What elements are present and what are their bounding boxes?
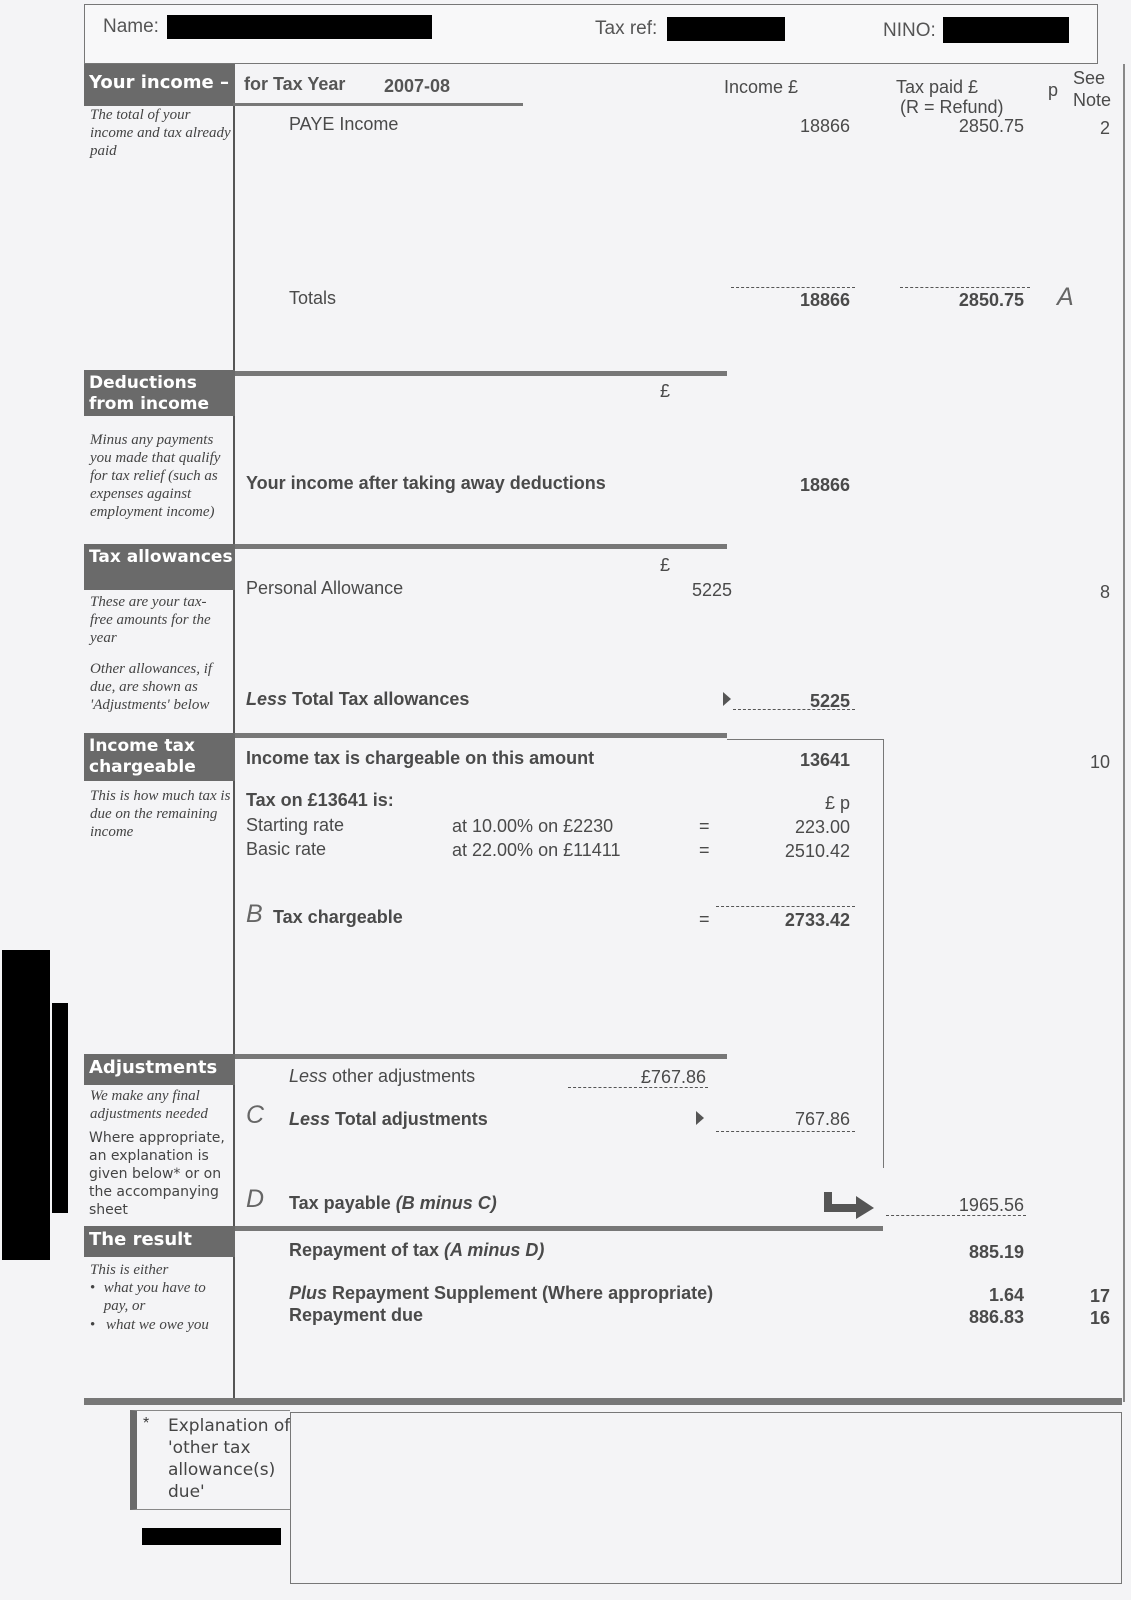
income-section-note: The total of your income and tax already paid — [90, 107, 231, 159]
redacted-footer — [142, 1528, 281, 1545]
tax-payable-label: Tax payable (B minus C) — [289, 1193, 497, 1213]
letter-a: A — [1057, 283, 1074, 311]
basic-rate-calc: at 22.00% on £11411 — [452, 840, 621, 860]
less-total-adjustments-label: Less Total adjustments — [289, 1109, 488, 1129]
result-note-intro: This is either — [90, 1262, 169, 1278]
paye-income-label: PAYE Income — [289, 114, 399, 134]
adjustments-section-head: Adjustments — [84, 1054, 235, 1085]
repayment-due-label: Repayment due — [289, 1305, 424, 1325]
total-adjustments-rule — [716, 1131, 855, 1132]
header-box — [84, 4, 1098, 64]
deductions-section-head: Deductions from income — [84, 370, 235, 416]
explanation-label-box — [130, 1410, 290, 1510]
explanation-star: * — [143, 1415, 150, 1432]
basic-rate-equals: = — [699, 840, 710, 860]
tax-chargeable-equals: = — [699, 909, 710, 929]
tax-chargeable-value: 2733.42 — [784, 910, 850, 930]
totals-income-rule — [731, 287, 855, 288]
divider — [233, 1226, 883, 1231]
chargeable-box-right — [883, 740, 884, 1168]
paye-income-value: 18866 — [799, 116, 850, 136]
income-after-deductions-value: 18866 — [799, 475, 850, 495]
income-section-head: Your income – — [84, 64, 235, 106]
chargeable-amount-value: 13641 — [799, 750, 850, 770]
starting-rate-calc: at 10.00% on £2230 — [452, 816, 614, 836]
totals-label: Totals — [289, 288, 337, 308]
repayment-of-tax-label: Repayment of tax (A minus D) — [289, 1240, 545, 1260]
repayment-supplement-note: 17 — [1089, 1286, 1110, 1306]
starting-rate-equals: = — [699, 816, 710, 836]
chargeable-section-note: This is how much tax is due on the remaining income — [90, 788, 231, 840]
redacted-name — [167, 15, 432, 39]
chargeable-box-top — [727, 739, 884, 740]
total-adjustments-value: 767.86 — [794, 1109, 850, 1129]
col-note-header: Note — [1073, 90, 1112, 110]
col-p-header: p — [1048, 80, 1059, 100]
repayment-supplement-label: Plus Repayment Supplement (Where appropriate) — [289, 1283, 714, 1303]
bent-arrow-icon — [820, 1190, 876, 1220]
repayment-due-note: 16 — [1089, 1308, 1110, 1328]
personal-allowance-label: Personal Allowance — [246, 578, 404, 598]
totals-income-value: 18866 — [799, 290, 850, 310]
repayment-supplement-value: 1.64 — [988, 1285, 1024, 1305]
deductions-pound: £ — [660, 381, 671, 401]
totals-taxpaid-rule — [900, 287, 1030, 288]
less-total-allowances-value: 5225 — [809, 691, 850, 711]
chargeable-amount-label: Income tax is chargeable on this amount — [246, 748, 595, 768]
redacted-margin-block — [2, 950, 50, 1260]
tax-chargeable-rule — [716, 906, 855, 907]
arrow-right-icon — [723, 692, 731, 706]
chargeable-section-head: Income tax chargeable — [84, 733, 235, 781]
col-see-header: See — [1073, 68, 1106, 88]
pound-p-header: £ p — [824, 793, 850, 813]
adjustments-note-1: We make any final adjustments needed — [90, 1088, 208, 1122]
letter-b: B — [246, 900, 263, 928]
nino-label: NINO: — [883, 20, 936, 41]
adjustments-note-2: Where appropriate, an explanation is given below* or on the accompanying sheet — [89, 1130, 225, 1218]
paye-taxpaid-value: 2850.75 — [958, 116, 1024, 136]
tax-payable-rule — [886, 1215, 1026, 1216]
taxref-label: Tax ref: — [595, 18, 658, 39]
basic-rate-label: Basic rate — [246, 839, 327, 859]
arrow-right-icon — [696, 1111, 704, 1125]
tax-year-label: for Tax Year — [244, 74, 346, 94]
less-total-allowances-label: Less Total Tax allowances — [246, 689, 470, 709]
less-other-adjustments-label: Less other adjustments — [289, 1066, 476, 1086]
repayment-due-value: 886.83 — [968, 1307, 1024, 1327]
col-income-header: Income £ — [724, 77, 799, 97]
bottom-rule — [84, 1398, 1122, 1405]
chargeable-note: 10 — [1089, 752, 1110, 772]
tax-on-label: Tax on £13641 is: — [246, 790, 394, 810]
personal-allowance-value: 5225 — [691, 580, 732, 600]
divider — [233, 544, 727, 549]
basic-rate-value: 2510.42 — [784, 841, 850, 861]
redacted-taxref — [667, 17, 785, 41]
col-taxpaid-header: Tax paid £ — [896, 77, 979, 97]
result-bullet-1: • what you have to pay, or — [90, 1280, 206, 1314]
allowances-note-2: Other allowances, if due, are shown as 'Adjustments' below — [90, 661, 213, 713]
letter-d: D — [246, 1185, 265, 1213]
letter-c: C — [246, 1101, 265, 1129]
divider — [233, 371, 727, 376]
allowances-section-head: Tax allowances — [84, 544, 235, 590]
totals-taxpaid-value: 2850.75 — [958, 290, 1024, 310]
col-refund-header: (R = Refund) — [900, 97, 1004, 117]
other-adjustments-value: £767.86 — [640, 1067, 706, 1087]
tax-chargeable-label: Tax chargeable — [273, 907, 403, 927]
allowances-pound: £ — [660, 555, 671, 575]
result-bullet-2: • what we owe you — [90, 1317, 209, 1333]
starting-rate-value: 223.00 — [794, 817, 850, 837]
personal-allowance-note: 8 — [1099, 582, 1110, 602]
divider — [233, 733, 727, 738]
income-after-deductions-label: Your income after taking away deductions — [246, 473, 606, 493]
name-label: Name: — [103, 16, 159, 37]
allowances-note-1: These are your tax-free amounts for the year — [90, 594, 211, 646]
explanation-label: Explanation of 'other tax allowance(s) due' — [168, 1416, 291, 1502]
paye-note: 2 — [1099, 118, 1110, 138]
divider — [233, 103, 523, 106]
tax-payable-value: 1965.56 — [958, 1195, 1024, 1215]
divider — [233, 1054, 727, 1059]
explanation-content-box — [290, 1412, 1122, 1584]
redacted-nino — [943, 17, 1069, 43]
tax-year: 2007-08 — [384, 76, 451, 96]
result-section-head: The result — [84, 1226, 235, 1257]
repayment-of-tax-value: 885.19 — [968, 1242, 1024, 1262]
deductions-section-note: Minus any payments you made that qualify for tax relief (such as expenses against employment income) — [90, 432, 221, 520]
redacted-margin-strip — [52, 1003, 68, 1213]
other-adjustments-rule — [568, 1087, 708, 1088]
starting-rate-label: Starting rate — [246, 815, 345, 835]
